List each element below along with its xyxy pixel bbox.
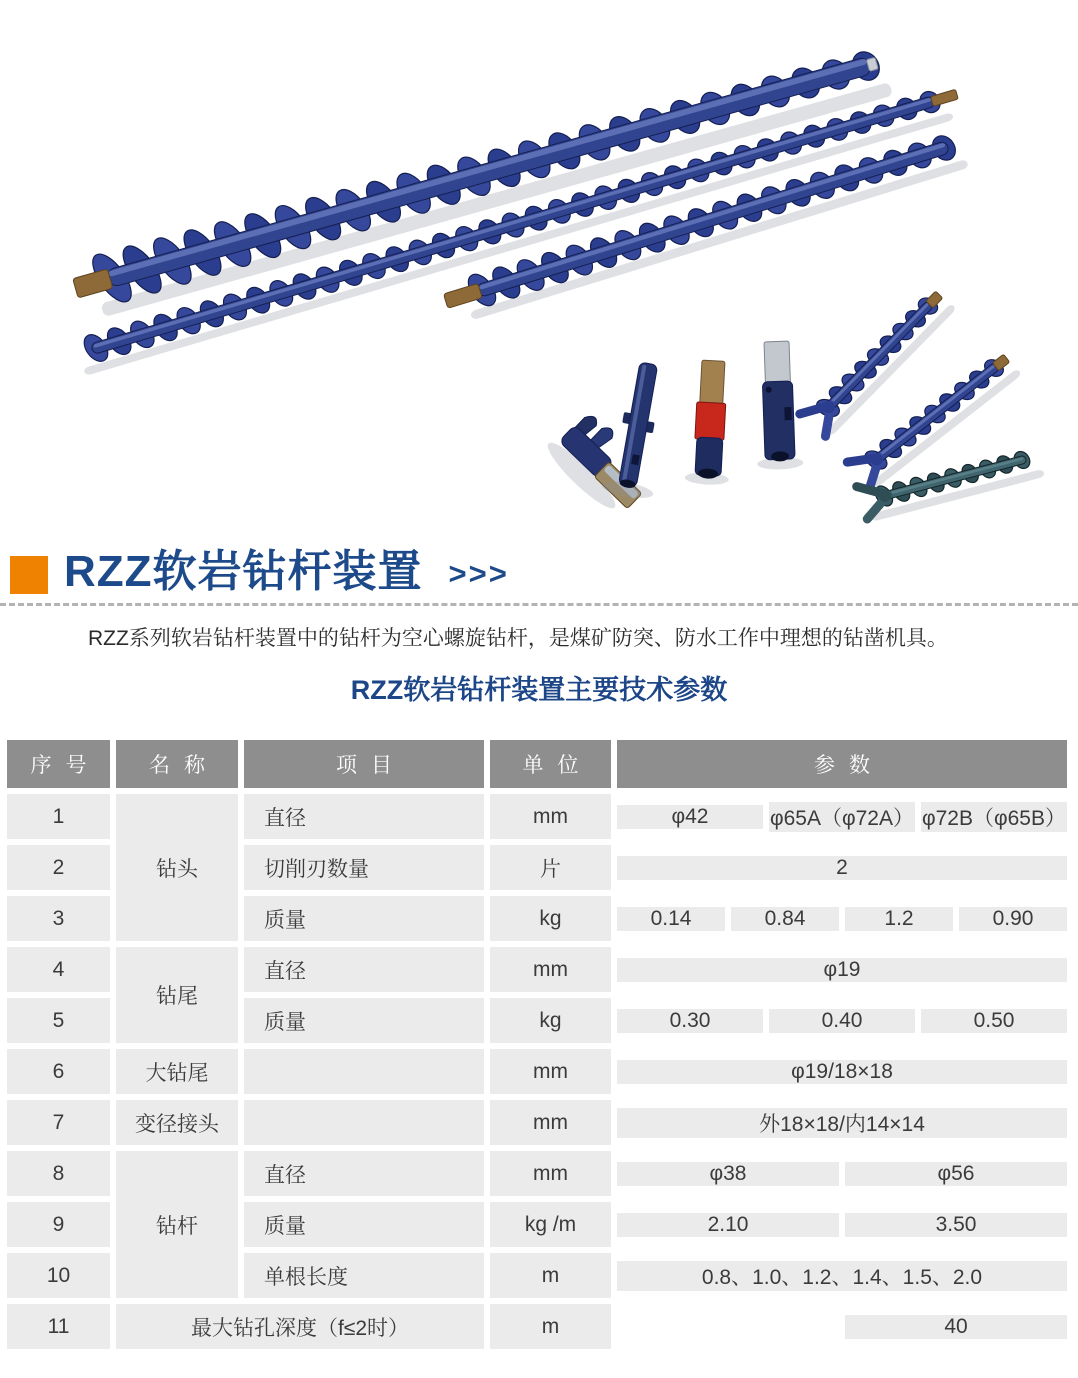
param-row: [617, 998, 1067, 1043]
page-title: [64, 544, 509, 600]
unit-cell: kg: [490, 896, 611, 941]
unit-cell: mm: [490, 1049, 611, 1094]
name-cell: 最大钻孔深度（f≤2时）: [116, 1304, 484, 1349]
serial-cell: 6: [7, 1049, 110, 1094]
serial-cell: 2: [7, 845, 110, 890]
header-cell: 项目: [244, 740, 484, 788]
serial-cell: 9: [7, 1202, 110, 1247]
param-cell: φ19/18×18: [617, 1060, 1067, 1084]
item-cell: 质量: [244, 998, 484, 1043]
header-cell: 名称: [116, 740, 238, 788]
spiral-drill-rod-medium: [74, 77, 964, 375]
param-row: [617, 1100, 1067, 1145]
unit-cell: kg: [490, 998, 611, 1043]
param-cell: 2.10: [617, 1213, 839, 1237]
unit-cell: mm: [490, 947, 611, 992]
name-cell: 大钻尾: [116, 1049, 238, 1094]
item-cell: [244, 1100, 484, 1145]
page-title-text: RZZ软岩钻杆装置: [64, 547, 423, 596]
serial-cell: 5: [7, 998, 110, 1043]
param-cell: 0.40: [769, 1009, 915, 1033]
param-cell: φ72B（φ65B）: [921, 802, 1067, 832]
shank-rod-red-band: [685, 360, 735, 486]
section-bullet: [10, 556, 48, 594]
item-cell: 质量: [244, 1202, 484, 1247]
spec-table: [7, 740, 1067, 1349]
item-cell: 单根长度: [244, 1253, 484, 1298]
unit-cell: kg /m: [490, 1202, 611, 1247]
item-cell: 切削刃数量: [244, 845, 484, 890]
dashed-divider: [0, 603, 1078, 606]
param-cell: φ56: [845, 1162, 1067, 1186]
param-cell: 2: [617, 856, 1067, 880]
param-row: [617, 794, 1067, 839]
param-cell: 外18×18/内14×14: [617, 1108, 1067, 1138]
name-cell: 变径接头: [116, 1100, 238, 1145]
param-cell: φ65A（φ72A）: [769, 802, 915, 832]
unit-cell: m: [490, 1253, 611, 1298]
param-row: [617, 845, 1067, 890]
item-cell: 直径: [244, 794, 484, 839]
serial-cell: 10: [7, 1253, 110, 1298]
title-arrows: >>>: [448, 556, 509, 591]
param-cell: 0.90: [959, 907, 1067, 931]
param-cell: φ19: [617, 958, 1067, 982]
item-cell: 质量: [244, 896, 484, 941]
serial-cell: 1: [7, 794, 110, 839]
unit-cell: mm: [490, 794, 611, 839]
product-description: RZZ系列软岩钻杆装置中的钻杆为空心螺旋钻杆，是煤矿防突、防水工作中理想的钻凿机具。: [88, 627, 948, 650]
param-cell: 1.2: [845, 907, 953, 931]
param-cell: φ38: [617, 1162, 839, 1186]
item-cell: [244, 1049, 484, 1094]
table-title: RZZ软岩钻杆装置主要技术参数: [350, 675, 728, 705]
param-row: [617, 1049, 1067, 1094]
name-cell: 钻杆: [116, 1151, 238, 1298]
param-cell: 0.30: [617, 1009, 763, 1033]
unit-cell: 片: [490, 845, 611, 890]
param-cell: 0.14: [617, 907, 725, 931]
param-cell: 3.50: [845, 1213, 1067, 1237]
param-row: [617, 896, 1067, 941]
header-cell: 序号: [7, 740, 110, 788]
header-cell: 参数: [617, 740, 1067, 788]
unit-cell: mm: [490, 1100, 611, 1145]
unit-cell: mm: [490, 1151, 611, 1196]
name-cell: 钻尾: [116, 947, 238, 1043]
param-row: [617, 1202, 1067, 1247]
serial-cell: 7: [7, 1100, 110, 1145]
param-cell: φ42: [617, 805, 763, 829]
name-cell: 钻头: [116, 794, 238, 941]
item-cell: 直径: [244, 1151, 484, 1196]
header-cell: 单位: [490, 740, 611, 788]
param-row: [617, 1304, 1067, 1349]
unit-cell: m: [490, 1304, 611, 1349]
serial-cell: 8: [7, 1151, 110, 1196]
serial-cell: 11: [7, 1304, 110, 1349]
param-cell: 40: [845, 1315, 1067, 1339]
shank-rod-gray-top: [753, 341, 803, 471]
serial-cell: 4: [7, 947, 110, 992]
param-row: [617, 947, 1067, 992]
serial-cell: 3: [7, 896, 110, 941]
item-cell: 直径: [244, 947, 484, 992]
product-photo: [0, 0, 1078, 545]
param-cell: 0.50: [921, 1009, 1067, 1033]
param-cell: 0.84: [731, 907, 839, 931]
param-row: [617, 1151, 1067, 1196]
param-row: [617, 1253, 1067, 1298]
param-cell: 0.8、1.0、1.2、1.4、1.5、2.0: [617, 1261, 1067, 1291]
